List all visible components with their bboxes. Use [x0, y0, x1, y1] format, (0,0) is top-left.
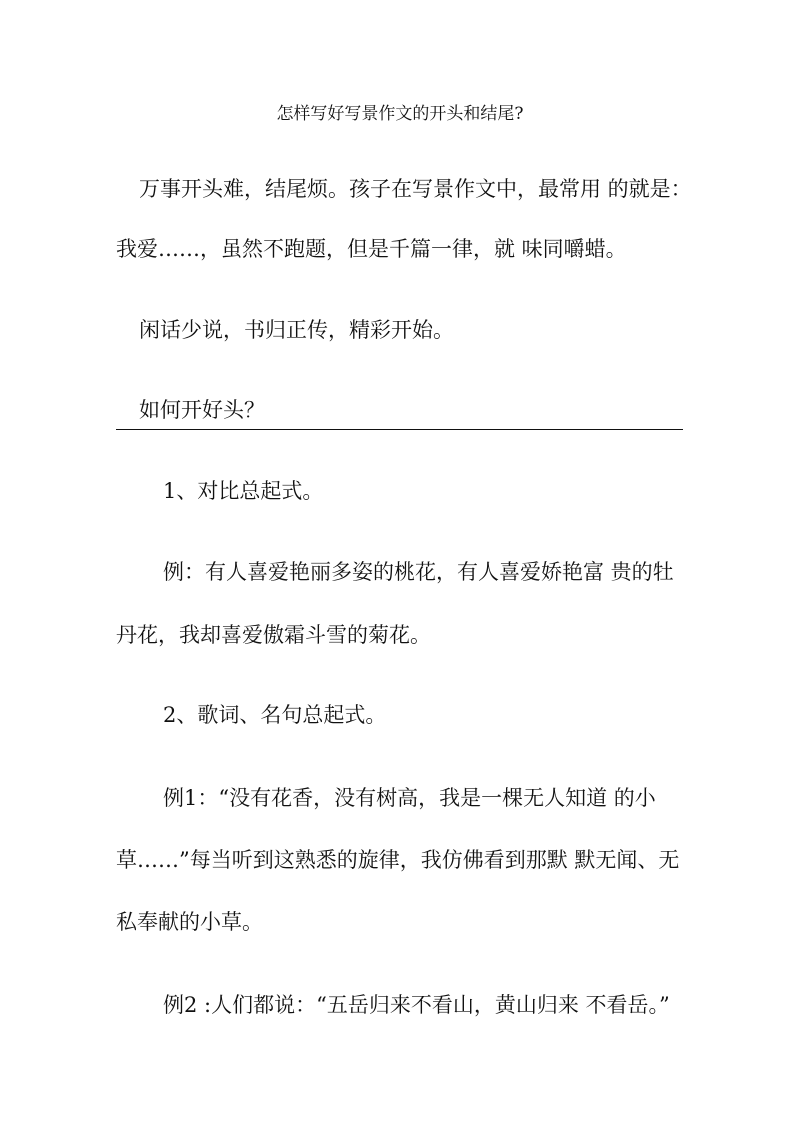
paragraph-line: 草……”每当听到这熟悉的旋律，我仿佛看到那默 默无闻、无	[116, 848, 680, 872]
section-heading: 如何开好头？	[139, 398, 265, 422]
paragraph-line: 万事开头难，结尾烦。孩子在写景作文中，最常用 的就是：	[139, 177, 692, 201]
paragraph-line: 闲话少说，书归正传，精彩开始。	[139, 318, 454, 342]
list-item-heading: 1、对比总起式。	[163, 479, 324, 503]
paragraph-line: 例：有人喜爱艳丽多姿的桃花，有人喜爱娇艳富 贵的牡	[163, 560, 674, 584]
horizontal-rule	[116, 429, 683, 430]
paragraph-line: 私奉献的小草。	[116, 910, 263, 934]
list-item-heading: 2、歌词、名句总起式。	[163, 703, 387, 727]
document-title: 怎样写好写景作文的开头和结尾?	[276, 104, 524, 124]
paragraph-line: 丹花，我却喜爱傲霜斗雪的菊花。	[116, 623, 431, 647]
paragraph-line: 例1：“没有花香，没有树高，我是一棵无人知道 的小	[163, 786, 656, 810]
paragraph-line: 我爱……，虽然不跑题，但是千篇一律，就 味同嚼蜡。	[116, 237, 627, 261]
paragraph-line: 例2 :人们都说：“五岳归来不看山，黄山归来 不看岳。”	[163, 993, 670, 1017]
